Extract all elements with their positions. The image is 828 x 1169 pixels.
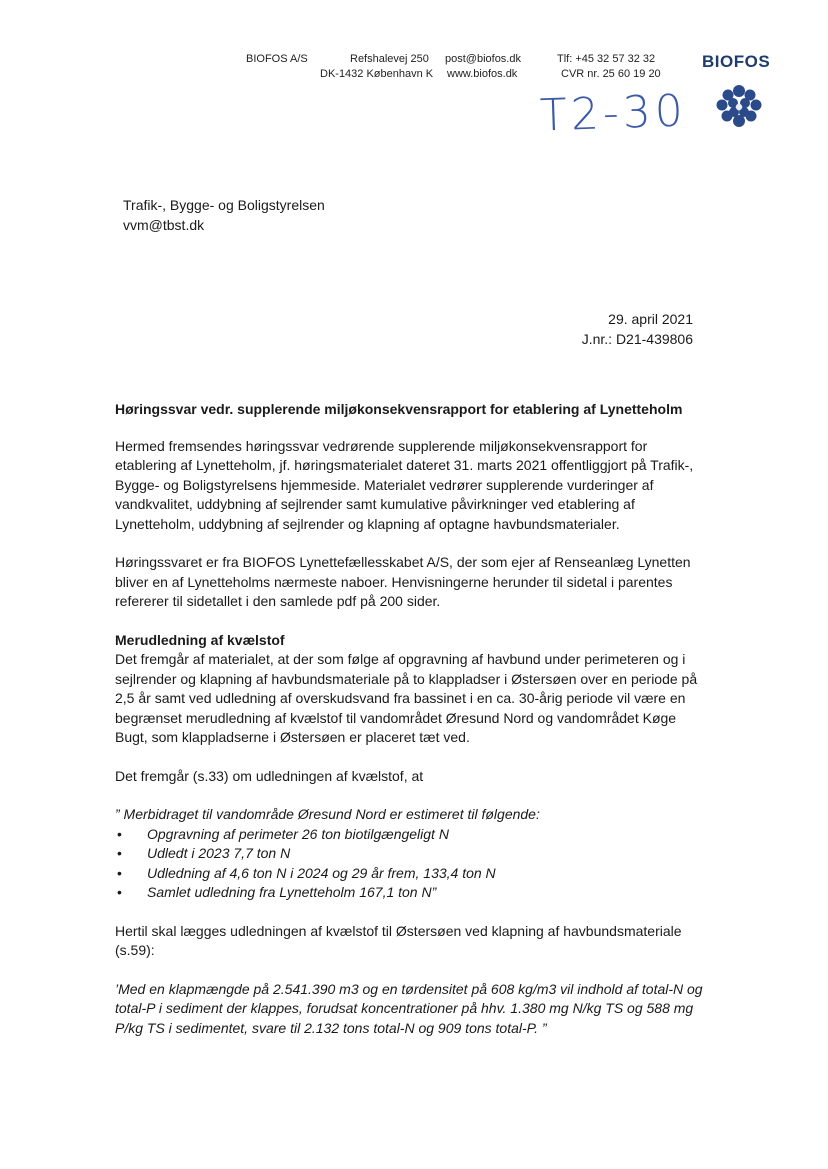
quote-intro: ” Merbidraget til vandområde Øresund Nord er estimeret til følgende: xyxy=(115,806,540,822)
sender-paragraph: Høringssvaret er fra BIOFOS Lynettefællesskabet A/S, der som ejer af Renseanlæg Lynetten bliver en af Lynetteholms nærmeste naboer. Henvisningerne herunder til sidetal i parentes refererer til sidetallet i den samlede pdf på 200 sider. xyxy=(115,554,691,609)
letter-body xyxy=(115,400,705,1038)
intro-paragraph: Hermed fremsendes høringssvar vedrørende supplerende miljøkonsekvensrapport for etablering af Lynetteholm, jf. høringsmaterialet dateret 31. marts 2021 offentliggjort på Trafik-, Bygge- og Boligstyrelsens hjemmeside. Materialet vedrører supplerende vurderinger af vandkvalitet, uddybning af sejlrender samt kumulative påvirkninger ved etablering af Lynetteholm, uddybning af sejlrender og klapning af optagne havbundsmaterialer. xyxy=(115,437,694,532)
list-item: • Samlet udledning fra Lynetteholm 167,1 ton N” xyxy=(147,883,705,903)
recipient-email: vvm@tbst.dk xyxy=(123,216,205,233)
address-line-2: DK-1432 København K xyxy=(320,68,434,80)
company-name: BIOFOS A/S xyxy=(246,53,308,65)
biofos-logo-icon xyxy=(713,82,765,130)
recipient-block xyxy=(123,196,325,235)
reference-intro: Det fremgår (s.33) om udledningen af kvælstof, at xyxy=(115,767,424,784)
handwritten-reference-stamp: T2-30 xyxy=(539,85,688,142)
company-cvr: CVR nr. 25 60 19 20 xyxy=(561,68,661,80)
company-phone: Tlf: +45 32 57 32 32 xyxy=(557,53,656,65)
addition-paragraph: Hertil skal lægges udledningen af kvælstof til Østersøen ved klapning af havbundsmateriale (s.59): xyxy=(115,922,682,958)
company-website: www.biofos.dk xyxy=(447,68,518,80)
company-email: post@biofos.dk xyxy=(445,53,521,65)
section-body: Det fremgår af materialet, at der som følge af opgravning af havbund under perimeteren og i sejlrender og klapning af havbundsmateriale på to klappladser i Østersøen over en periode på 2,5 år samt ved udledning af overskudsvand fra bassinet i en ca. 30-årig periode vil være en begrænset merudledning af kvælstof til vandområdet Øresund Nord og vandområdet Køge Bugt, som klappladserne i Østersøen er placeret tæt ved. xyxy=(115,651,698,745)
quote-paragraph: ’Med en klapmængde på 2.541.390 m3 og en tørdensitet på 608 kg/m3 vil indhold af total-N og total-P i sediment der klappes, forudsat koncentrationer på hhv. 1.380 mg N/kg TS og 588 mg P/kg TS i sedimentet, svare til 2.132 tons total-N og 909 tons total-P. ” xyxy=(115,980,703,1036)
list-item: • Opgravning af perimeter 26 ton biotilgængeligt N xyxy=(147,825,705,845)
recipient-name: Trafik-, Bygge- og Boligstyrelsen xyxy=(123,197,325,213)
list-item: • Udledt i 2023 7,7 ton N xyxy=(147,844,705,864)
letter-title: Høringssvar vedr. supplerende miljøkonsekvensrapport for etablering af Lynetteholm xyxy=(115,401,683,417)
logo-wordmark: BIOFOS xyxy=(702,52,771,71)
address-line-1: Refshalevej 250 xyxy=(350,53,429,65)
quote-list xyxy=(115,825,705,903)
letter-date: 29. april 2021 xyxy=(608,311,693,327)
journal-number: J.nr.: D21-439806 xyxy=(581,330,693,347)
date-block xyxy=(582,310,693,349)
list-item: • Udledning af 4,6 ton N i 2024 og 29 år frem, 133,4 ton N xyxy=(147,864,705,884)
section-heading: Merudledning af kvælstof xyxy=(115,631,285,648)
